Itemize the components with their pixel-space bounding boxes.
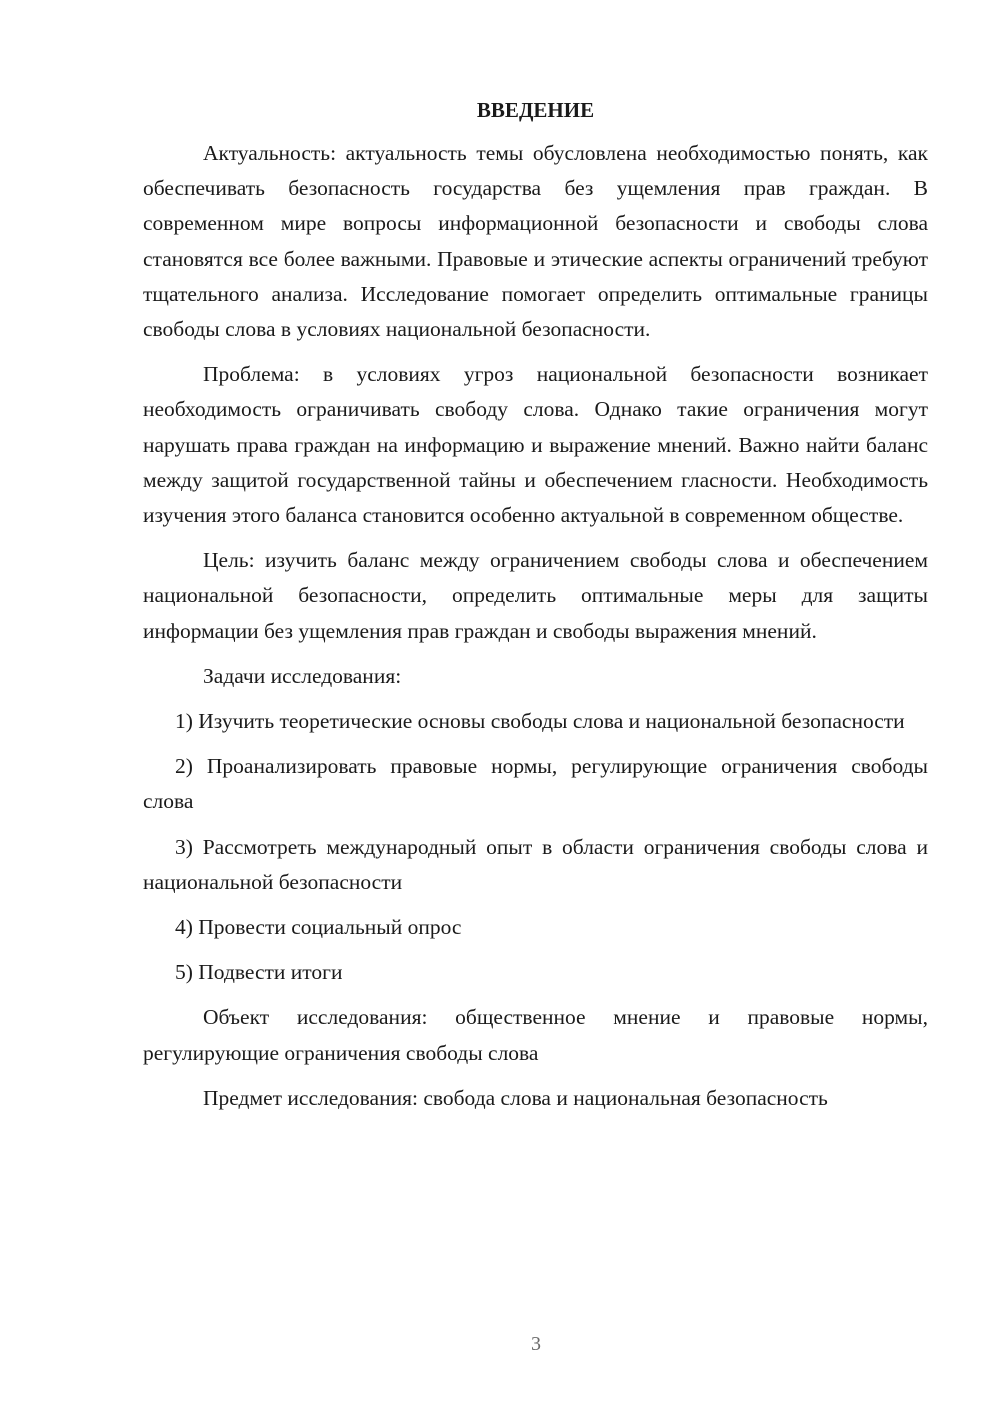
object-paragraph: Объект исследования: общественное мнение и правовые нормы, регулирующие ограничения свободы слова (143, 1005, 928, 1065)
section-heading: ВВЕДЕНИЕ (476, 98, 595, 122)
task-item-3: 3) Рассмотреть международный опыт в области ограничения свободы слова и национальной безопасности (143, 834, 928, 894)
page-content (143, 92, 928, 1126)
task-item-5: 5) Подвести итоги (175, 960, 343, 985)
task-item-1: 1) Изучить теоретические основы свободы слова и национальной безопасности (175, 709, 905, 734)
relevance-paragraph: Актуальность: актуальность темы обусловлена необходимостью понять, как обеспечивать безопасность государства без ущемления прав граждан. В современном мире вопросы информационной безопасности и свободы слова становятся все более важными. Правовые и этические аспекты ограничений требуют тщательного анализа. Исследование помогает определить оптимальные границы свободы слова в условиях национальной безопасности. (143, 141, 928, 342)
problem-paragraph: Проблема: в условиях угроз национальной безопасности возникает необходимость ограничивать свободу слова. Однако такие ограничения могут нарушать права граждан на информацию и выражение мнений. Важно найти баланс между защитой государственной тайны и обеспечением гласности. Необходимость изучения этого баланса становится особенно актуальной в современном обществе. (143, 362, 928, 528)
subject-paragraph: Предмет исследования: свобода слова и национальная безопасность (203, 1085, 828, 1110)
tasks-title: Задачи исследования: (203, 663, 402, 688)
goal-paragraph: Цель: изучить баланс между ограничением свободы слова и обеспечением национальной безопасности, определить оптимальные меры для защиты информации без ущемления прав граждан и свободы выражения мнений. (143, 548, 928, 643)
task-item-4: 4) Провести социальный опрос (175, 915, 462, 940)
task-item-2: 2) Проанализировать правовые нормы, регулирующие ограничения свободы слова (143, 754, 928, 814)
page-number: 3 (531, 1333, 541, 1355)
